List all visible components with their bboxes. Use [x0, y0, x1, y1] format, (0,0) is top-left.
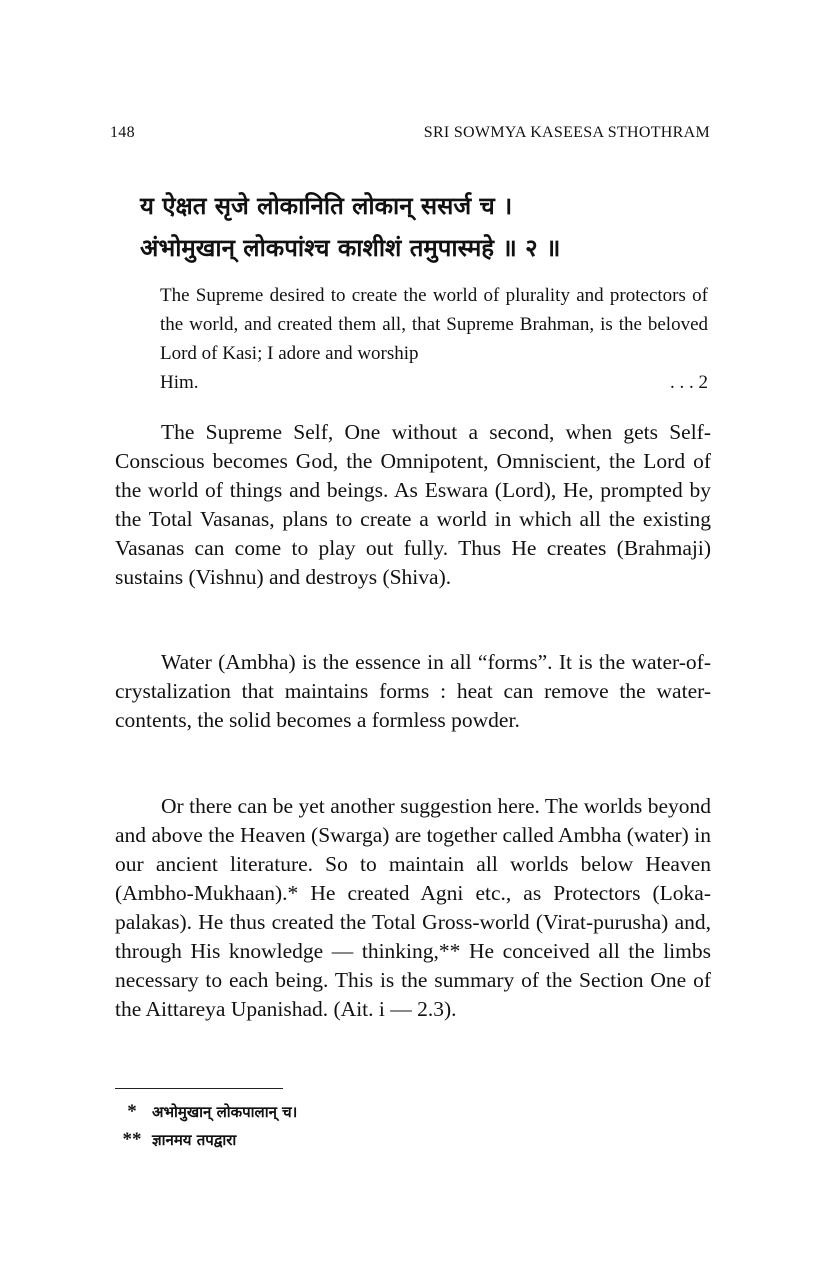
footnotes [112, 1098, 297, 1154]
running-title: SRI SOWMYA KASEESA STHOTHRAM [423, 124, 710, 141]
footnote [112, 1126, 297, 1154]
page-number: 148 [110, 124, 135, 141]
running-head [110, 124, 710, 148]
footnote [112, 1098, 297, 1126]
translation-last-word: Him. [160, 372, 199, 393]
verse-line-1: य ऐक्षत सृजे लोकानिति लोकान् ससर्ज च । [140, 192, 513, 220]
footnote-divider [115, 1088, 283, 1089]
verse-reference: . . . 2 [670, 372, 708, 393]
footnote-mark: ** [122, 1129, 142, 1150]
commentary-paragraph: Or there can be yet another suggestion here. The worlds beyond and above the Heaven (Swarga) are together called Ambha (water) in our ancient literature. So to maintain all worlds below Heaven (Ambho-Mukhaan).* He created Agni etc., as Protectors (Loka-palakas). He thus created the Total Gross-world (Virat-purusha) and, through His knowledge — thinking,** He conceived all the limbs necessary to each being. This is the summary of the Section One of the Aittareya Upanishad. (Ait. i — 2.3). [115, 794, 711, 1021]
translation-last-line [160, 368, 708, 397]
commentary-paragraph: The Supreme Self, One without a second, when gets Self-Conscious becomes God, the Omnipotent, Omniscient, the Lord of the world of things and beings. As Eswara (Lord), He, prompted by the Total Vasanas, plans to create a world in which all the existing Vasanas can come to play out fully. Thus He creates (Brahmaji) sustains (Vishnu) and destroys (Shiva). [115, 420, 711, 589]
footnote-mark: * [127, 1101, 137, 1122]
verse-line-2: अंभोमुखान् लोकपांश्च काशीशं तमुपास्महे ॥ २ ॥ [140, 234, 561, 262]
footnote-text: ज्ञानमय तपद्वारा [152, 1131, 237, 1149]
translation-text: The Supreme desired to create the world of plurality and protectors of the world, and created them all, that Supreme Brahman, is the beloved Lord of Kasi; I adore and worship [160, 285, 708, 364]
commentary-paragraph: Water (Ambha) is the essence in all “forms”. It is the water-of-crystalization that maintains forms : heat can remove the water-contents, the solid becomes a formless powder. [115, 650, 711, 732]
verse-translation [160, 281, 708, 397]
sanskrit-verse [140, 185, 700, 269]
footnote-text: अभोमुखान् लोकपालान् च। [152, 1103, 298, 1121]
